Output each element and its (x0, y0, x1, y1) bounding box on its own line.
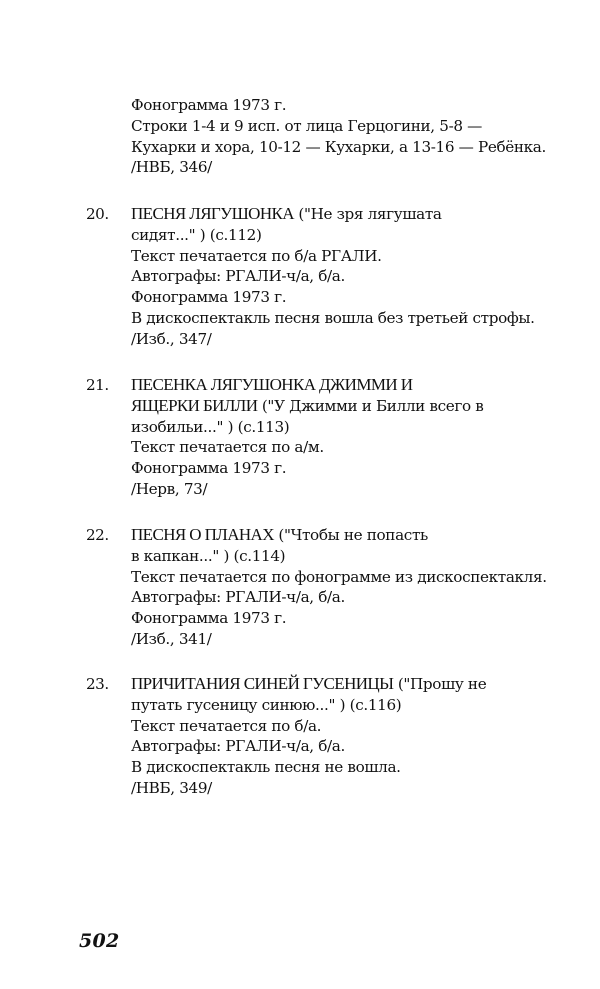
entry-title: ПЕСНЯ ЛЯГУШОНКА (131, 204, 294, 223)
entry-title-row (131, 396, 484, 417)
entry-line: В дискоспектакль песня не вошла. (131, 758, 401, 777)
entry-line: путать гусеницу синюю..." ) (с.116) (131, 695, 402, 714)
entry-title: ПРИЧИТАНИЯ СИНЕЙ ГУСЕНИЦЫ (131, 674, 394, 693)
entry-number: 21. (86, 376, 109, 394)
entry-title-row (131, 204, 535, 225)
entry-line: В дискоспектакль песня вошла без третьей строфы. (131, 308, 535, 327)
entry-line: /Нерв, 73/ (131, 479, 208, 498)
entry-title-row (131, 674, 486, 695)
entry-line: Текст печатается по б/а. (131, 716, 322, 735)
entry-number: 20. (86, 205, 109, 223)
entry-line: изобильи..." ) (с.113) (131, 417, 290, 436)
entry-line: /Изб., 341/ (131, 629, 212, 648)
entry-body (131, 674, 486, 799)
intro-line: Фонограмма 1973 г. (131, 96, 287, 114)
entry-line: Текст печатается по б/а РГАЛИ. (131, 246, 382, 265)
entry-number: 22. (86, 526, 109, 544)
entry-line: /Изб., 347/ (131, 329, 212, 348)
entry-body (131, 204, 535, 350)
intro-block (131, 95, 546, 178)
entry-number: 23. (86, 675, 109, 693)
entry-body (131, 375, 484, 500)
entry-title-rest: ("Чтобы не попасть (273, 526, 428, 544)
entry-body (131, 525, 547, 650)
entry-line: /НВБ, 349/ (131, 778, 212, 797)
entry-line: Автографы: РГАЛИ-ч/а, б/а. (131, 737, 345, 756)
entry-line: Текст печатается по а/м. (131, 438, 324, 457)
entry-line: Фонограмма 1973 г. (131, 459, 287, 478)
intro-line: Кухарки и хора, 10-12 — Кухарки, а 13-16 — Ребёнка. (131, 137, 546, 156)
entry-line: Фонограмма 1973 г. (131, 609, 287, 628)
entry-line: Текст печатается по фонограмме из дискоспектакля. (131, 567, 547, 586)
entry-title: ПЕСНЯ О ПЛАНАХ (131, 525, 274, 544)
entry-line: сидят..." ) (с.112) (131, 225, 262, 244)
entry-line: Автографы: РГАЛИ-ч/а, б/а. (131, 588, 345, 607)
entry-title: ПЕСЕНКА ЛЯГУШОНКА ДЖИММИ И (131, 375, 413, 394)
entry-title-row (131, 525, 547, 546)
entry-line: Автографы: РГАЛИ-ч/а, б/а. (131, 267, 345, 286)
entry-line: в капкан..." ) (с.114) (131, 546, 286, 565)
page-number: 502 (79, 930, 120, 952)
entry-title-rest: ("У Джимми и Билли всего в (257, 396, 484, 415)
intro-line: Строки 1-4 и 9 исп. от лица Герцогини, 5-8 — (131, 116, 482, 135)
entry-line: Фонограмма 1973 г. (131, 288, 287, 307)
entry-title-rest: ("Прошу не (393, 675, 487, 693)
entry-title-row (131, 375, 484, 396)
entry-title-rest: ("Не зря лягушата (293, 205, 442, 223)
intro-line: /НВБ, 346/ (131, 158, 212, 177)
entry-title-continued: ЯЩЕРКИ БИЛЛИ (131, 395, 258, 415)
